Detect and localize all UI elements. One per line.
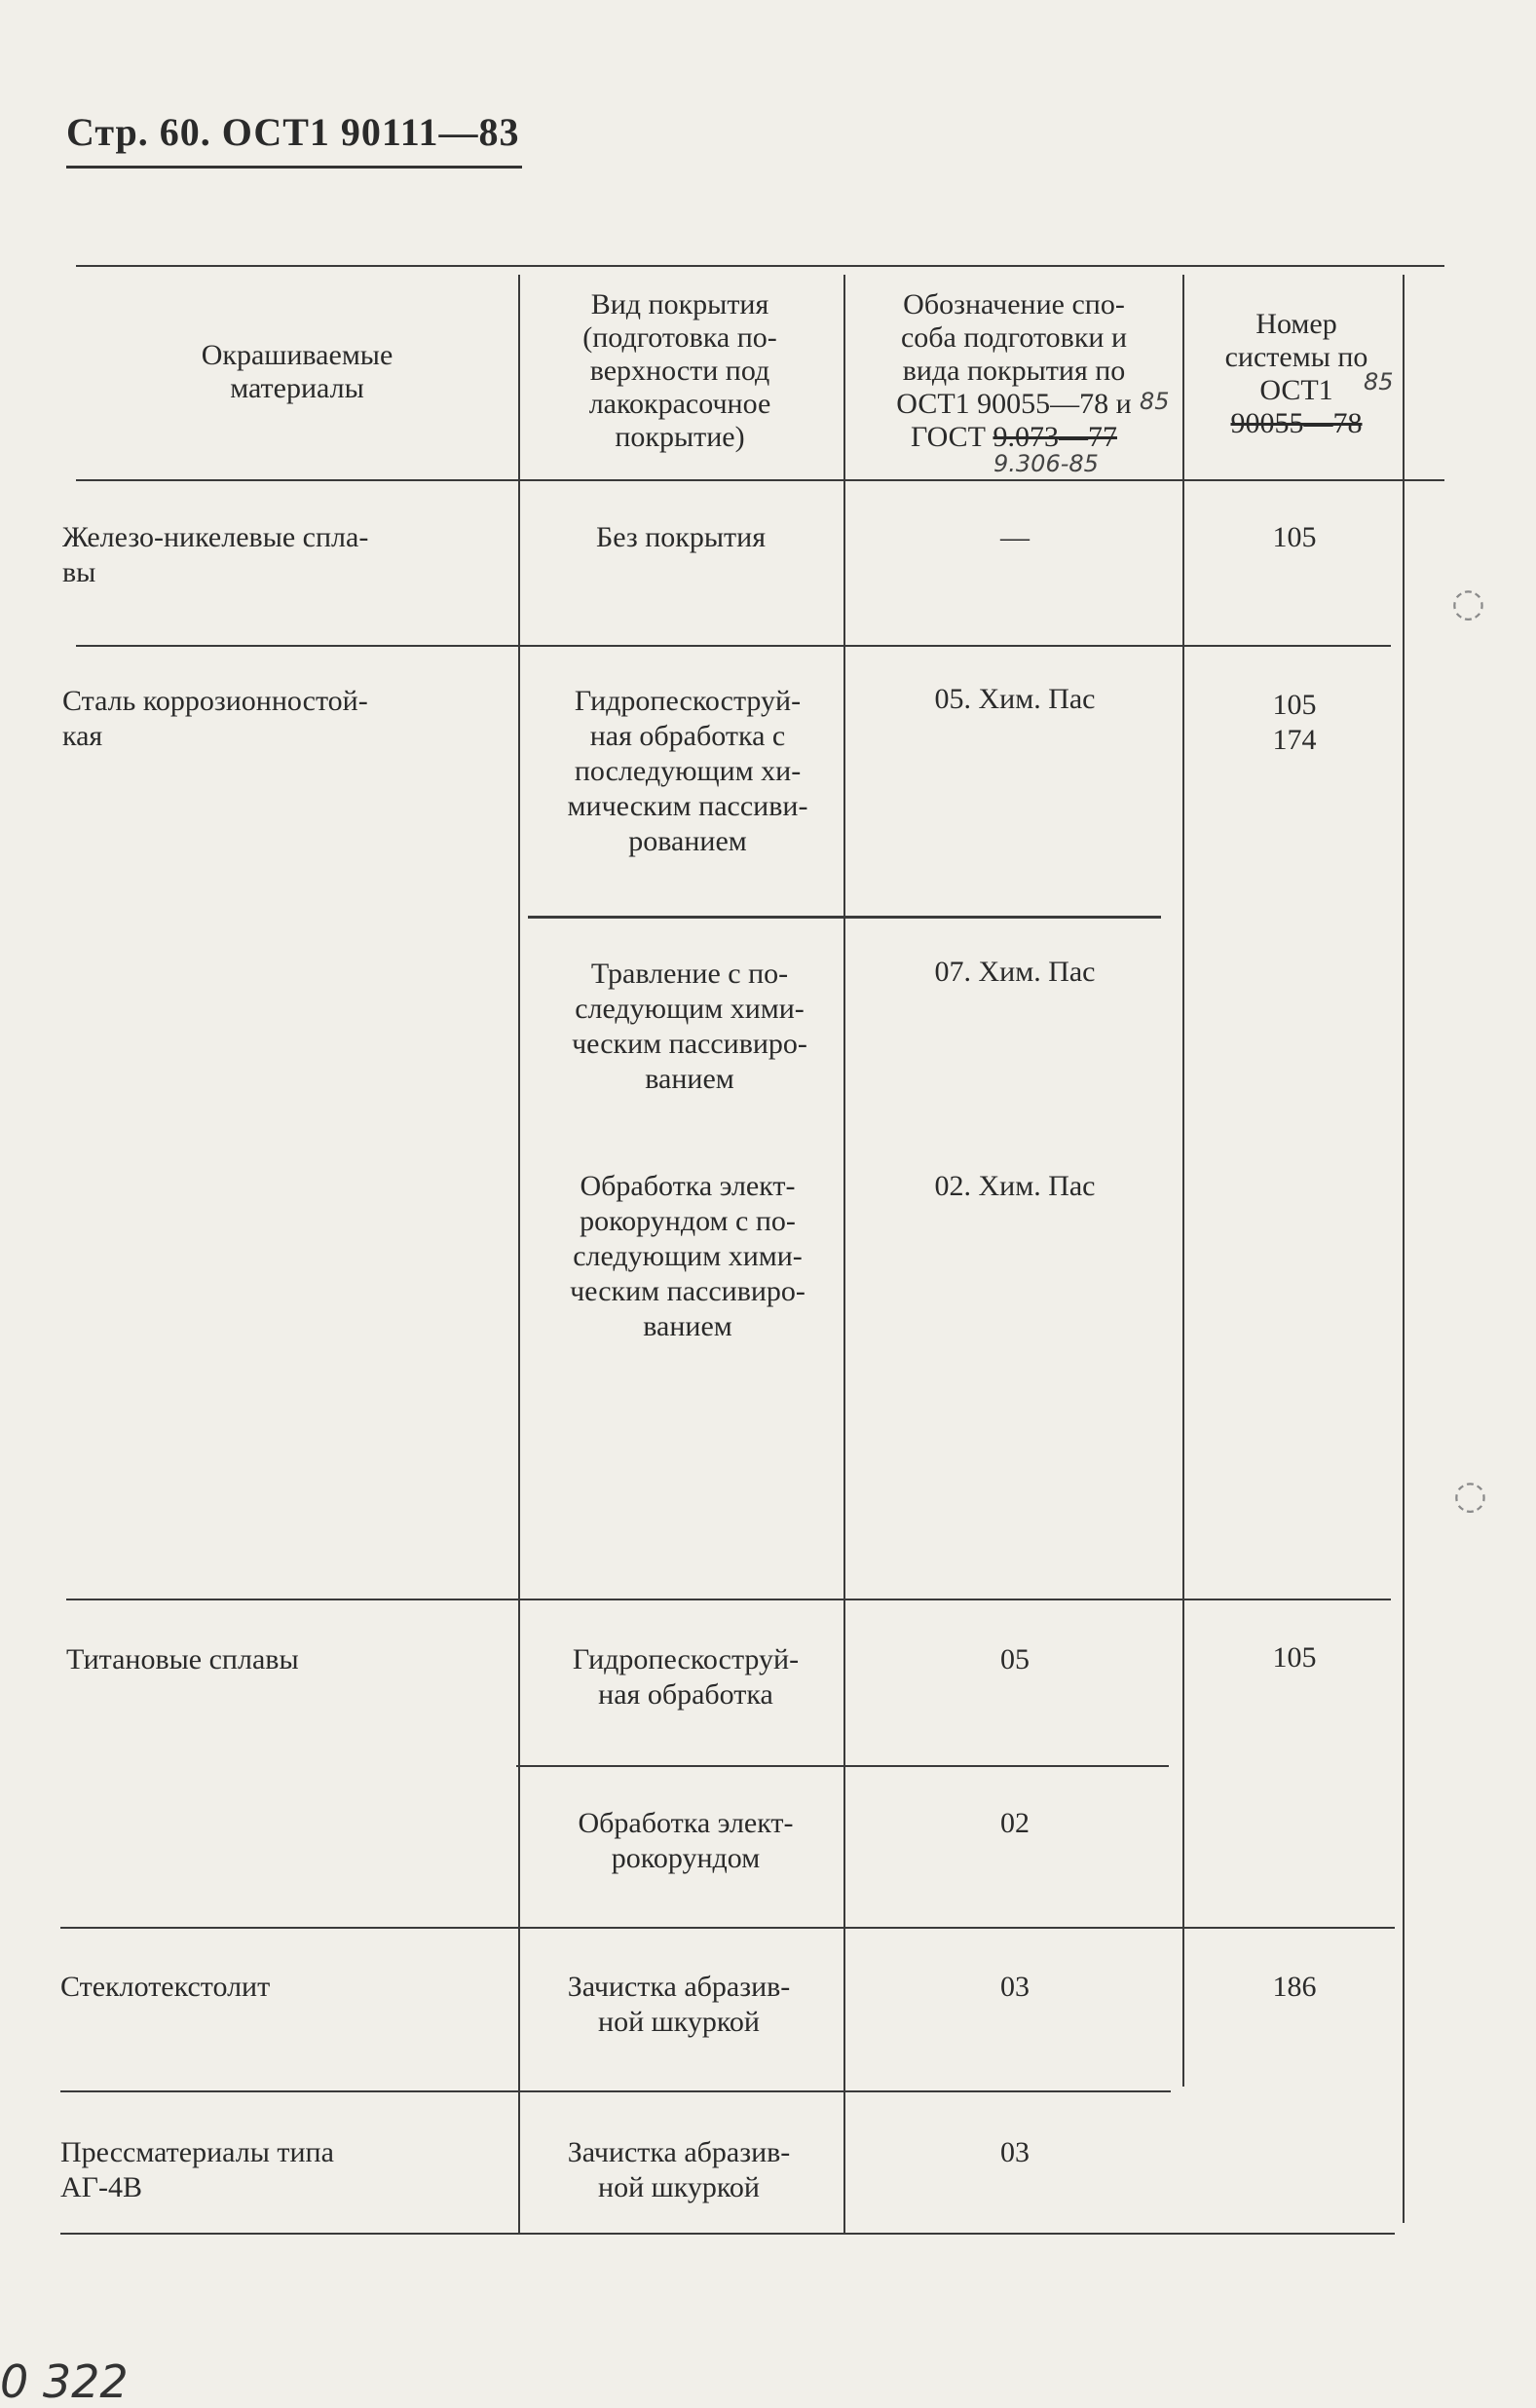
row2-coating-3: Обработка элект- рокорундом с по- следующим хими- ческим пассивиро- ванием [570, 1170, 805, 1342]
row2-designation-1: 05. Хим. Пас [934, 683, 1096, 715]
row4-designation: 03 [1000, 1971, 1030, 2003]
row1-designation: — [1000, 521, 1030, 553]
header-coating: Вид покрытия (подготовка по- верхности под лакокрасочное покрытие) [582, 288, 777, 453]
row2-designation-2: 07. Хим. Пас [934, 956, 1096, 988]
row5-coating: Зачистка абразив- ной шкуркой [567, 2136, 791, 2203]
col-divider-1 [518, 275, 520, 2235]
footer-handwritten-number: 0 322 [0, 2355, 129, 2408]
col-divider-4 [1403, 275, 1405, 2223]
row3-coating-2: Обработка элект- рокорундом [578, 1807, 794, 1874]
row1-system: 105 [1272, 521, 1317, 553]
row3-system: 105 [1272, 1641, 1317, 1674]
row1-coating: Без покрытия [595, 521, 766, 553]
row2-bottom-rule [66, 1599, 1391, 1600]
row4-bottom-rule [60, 2090, 1171, 2092]
row4-coating: Зачистка абразив- ной шкуркой [567, 1971, 791, 2038]
row3-bottom-rule [60, 1927, 1395, 1929]
margin-smudge-mark: ◌ [1453, 1473, 1487, 1518]
row5-material: Прессматериалы типа АГ-4В [60, 2136, 334, 2203]
row2-system: 105 174 [1272, 689, 1317, 756]
struck-ost-number: 90055—78 [1230, 407, 1363, 439]
row2-coating-1: Гидропескоструй- ная обработка с последующим хи- мическим пассиви- рованием [567, 685, 808, 857]
row5-designation: 03 [1000, 2136, 1030, 2168]
row4-system: 186 [1272, 1971, 1317, 2003]
handwritten-ost-correction: 85 [1140, 388, 1170, 415]
handwritten-gost-correction: 9.306-85 [993, 450, 1099, 477]
header-system-number: Номер системы по ОСТ1 90055—78 [1196, 308, 1397, 440]
handwritten-system-correction: 85 [1364, 368, 1394, 395]
table-top-rule [76, 265, 1444, 267]
row3-coating-1: Гидропескоструй- ная обработка [572, 1643, 800, 1711]
header-bottom-rule [76, 479, 1444, 481]
row3-designation-2: 02 [1000, 1807, 1030, 1839]
row2-material: Сталь коррозионностой- кая [62, 685, 368, 752]
row2-coating-2: Травление с по- следующим хими- ческим пассивиро- ванием [572, 958, 807, 1095]
header-materials: Окрашиваемые материалы [201, 339, 393, 404]
row4-material: Стеклотекстолит [60, 1971, 271, 2003]
row3-material: Титановые сплавы [66, 1643, 299, 1675]
row2-designation-3: 02. Хим. Пас [934, 1170, 1096, 1202]
titan-sub-rule [516, 1765, 1169, 1767]
header-designation: Обозначение спо- соба подготовки и вида покрытия по ОСТ1 90055—78 и ГОСТ 9.073—77 [896, 288, 1132, 453]
table-bottom-rule [60, 2233, 1395, 2235]
row1-bottom-rule [76, 645, 1391, 647]
col-divider-3 [1182, 275, 1184, 2087]
margin-smudge-mark: ◌ [1451, 581, 1485, 625]
header-underline [66, 166, 522, 169]
col-divider-2 [843, 275, 845, 2235]
page-header: Стр. 60. ОСТ1 90111—83 [66, 110, 520, 154]
struck-gost-number: 9.073—77 [993, 421, 1117, 453]
row3-designation-1: 05 [1000, 1643, 1030, 1675]
row1-material: Железо-никелевые спла- вы [62, 521, 369, 588]
